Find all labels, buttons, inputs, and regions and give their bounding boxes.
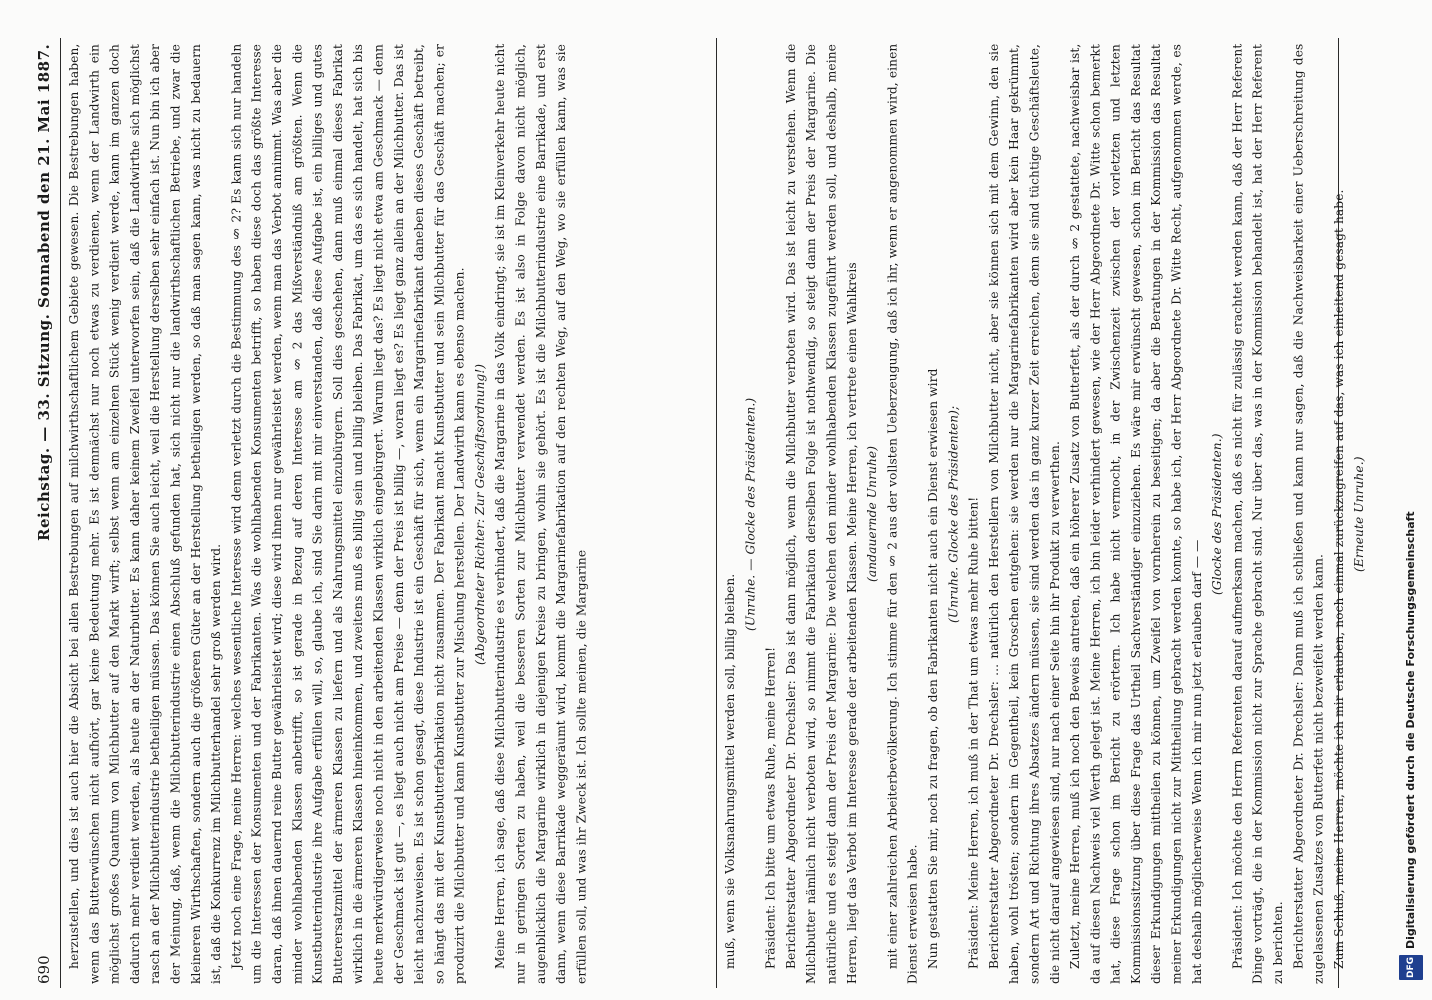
column-divider	[716, 38, 717, 988]
dfg-logo: DFG	[1399, 955, 1423, 980]
paragraph: Präsident: Meine Herren, ich muß in der That um etwas mehr Ruhe bitten!	[966, 497, 981, 970]
paragraph: Berichterstatter Abgeordneter Dr. Drechsler: Dann muß ich schließen und kann nur sagen, daß die Nachweisbarkeit einer Ueberschreitung des zugelassenen Zusatzes von Butterfett nicht bezweifelt werden kann.	[1291, 44, 1326, 984]
page-number: 690	[35, 955, 53, 984]
paragraph: Präsident: Ich möchte den Herrn Referenten darauf aufmerksam machen, daß es nicht für zulässig erachtet werden kann, daß der Herr Referent Dinge vorträgt, die in der Kommission nicht zur Sprache gebracht sind. Nur über das, was in der Kommission behandelt ist, hat der Herr Referent zu berichten.	[1230, 44, 1286, 984]
paragraph: Meine Herren, ich sage, daß diese Milchbutterindustrie es verhindert, daß die Margarine in das Volk eindringt; sie ist im Kleinverkehr heute nicht nur in geringen Sorten zu haben, weil die besseren Sorten zur Milchbutter verwendet werden. Es ist also in Folge davon nicht möglich, augenblicklich die Margarine wirklich in diejenigen Kreise zu bringen, wohin sie gehört. Es ist die Milchbutterindustrie eine Barrikade, und erst dann, wenn diese Barrikade weggeräumt wird, kommt die Margarinefabrikation auf den rechten Weg, auf den Weg, wo sie erfüllen kann, was sie erfüllen soll, und was ihr Zweck ist. Ich sollte meinen, die Margarine	[493, 44, 589, 984]
interjection: (Glocke des Präsidenten.)	[1210, 433, 1225, 595]
paragraph: mit einer zahlreichen Arbeiterbevölkerung. Ich stimme für den § 2 aus der vollsten Ueberzeugung, daß ich ihr, wenn er angenommen wird, einen Dienst erweisen habe.	[885, 44, 920, 984]
paragraph: muß, wenn sie Volksnahrungsmittel werden soll, billig bleiben.	[723, 574, 737, 970]
digitization-notice	[1400, 40, 1422, 980]
digitization-text: Digitalisierung gefördert durch die Deutsche Forschungsgemeinschaft	[1404, 511, 1417, 949]
paragraph: Zuletzt, meine Herren, muß ich noch den Beweis antreten, daß ein höherer Zusatz von Butterfett, als der durch § 2 gestattete, nachweisbar ist, da auf diesen Nachweis viel Werth gelegt ist. Meine Herren, ich bin leider verhindert gewesen, wie der Herr Abgeordnete Dr. Witte schon bemerkt hat, diese Frage schon im Bericht zu erörtern. Ich habe nicht vermocht, in der Zwischenzeit zwischen der vorletzten und letzten Kommissionssitzung über diese Frage das Urtheil Sachverständiger einzuziehen. Es wäre mir erwünscht gewesen, schon im Bericht das Resultat dieser Erkundigungen mittheilen zu können, um Zweifel von vornherein zu beseitigen; da aber die Beratungen in der Kommission das Resultat meiner Erkundigungen nicht zur Mittheilung gebracht werden konnte, so habe ich, der Herr Abgeordnete Dr. Witte Recht, aufgenommen werde, es hat deshalb möglicherweise Wenn ich mir nun jetzt erlauben darf — —	[1068, 44, 1204, 984]
interjection: (Unruhe. Glocke des Präsidenten);	[946, 405, 961, 623]
interjection: (Abgeordneter Richter: Zur Geschäftsordnung!)	[472, 363, 487, 665]
paragraph: Berichterstatter Abgeordneter Dr. Drechsler: Das ist dann möglich, wenn die Milchbutter verboten wird. Das ist leicht zu verstehen. Wenn die Milchbutter nämlich nicht verboten wird, so nimmt die Fabrikation derselben Folge ist nothwendig, so steigt dann der Preis der Margarine. Die natürliche und es steigt dann der Preis der Margarine: Die welchen den minder wohlhabenden Klassen zugeführt werden soll, und deshalb, meine Herren, liegt das Verbot im Interesse gerade der arbeitenden Klassen. Meine Herren, ich vertrete einen Wahlkreis	[783, 44, 859, 984]
interjection: (Erneute Unruhe.)	[1352, 456, 1367, 572]
text-column-left	[64, 44, 714, 984]
interjection: (Unruhe. — Glocke des Präsidenten.)	[743, 397, 758, 631]
paragraph: Präsident: Ich bitte um etwas Ruhe, meine Herren!	[763, 647, 778, 970]
paragraph: Zum Schluß, meine Herren, möchte ich mir erlauben, noch einmal zurückzugreifen auf das, was ich einleitend gesagt habe.	[1331, 189, 1346, 970]
page-title: Reichstag. — 33. Sitzung. Sonnabend den 21. Mai 1887.	[35, 44, 53, 542]
running-header	[30, 44, 58, 984]
text-column-right	[720, 44, 1367, 984]
header-rule	[60, 38, 61, 988]
paragraph: Berichterstatter Abgeordneter Dr. Drechsler: ... natürlich den Herstellern von Milchbutter nicht, aber sie können sich mit dem Gewinn, den sie haben, wohl trösten; sondern im Gegentheil, kein Groschen entgehen: sie werden nur die Margarinefabrikanten wird aber kein Haar gekrümmt, sondern Art und Richtung ihres Absatzes ändern müssen, sie sind werden das in ganz kurzer Zeit erreichen, denn sie sind tüchtige Geschäftsleute, die nicht darauf angewiesen sind, nur nach einer Seite hin ihr Produkt zu verwerthen.	[986, 44, 1062, 984]
paragraph: Nun gestatten Sie mir, noch zu fragen, ob den Fabrikanten nicht auch ein Dienst erwiesen wird	[925, 368, 940, 970]
paragraph: Jetzt noch eine Frage, meine Herren: welches wesentliche Interesse wird denn verletzt durch die Bestimmung des § 2? Es kann sich nur handeln um die Interessen der Konsumenten und der Fabrikanten. Was die wohlhabenden Konsumenten betrifft, so haben diese doch das größte Interesse daran, daß ihnen dauernd reine Butter gewährleistet wird; diese wird ihnen nur gewährleistet werden, wenn man das Verbot annimmt. Was aber die minder wohlhabenden Klassen anbetrifft, so ist gerade in Bezug auf deren Interesse am § 2 das Mißverständniß am größten. Wenn die Kunstbutterindustrie ihre Aufgabe erfüllen will, so, glaube ich, sind Sie darin mit mir einverstanden, daß diese Aufgabe ist, ein billiges und gutes Butterersatzmittel der ärmeren Klassen zu liefern und als Nahrungsmittel einzubürgern. Soll dies geschehen, dann muß einmal dieses Fabrikat wirklich in die ärmeren Klassen hineinkommen, und zweitens muß es billig sein und billig bleiben. Das Fabrikat, um das es sich handelt, hat sich bis heute merkwürdigerweise noch nicht in den arbeitenden Klassen wirklich eingebürgert. Warum liegt das? Es liegt nicht etwa am Geschmack — denn der Geschmack ist gut —, es liegt auch nicht am Preise — denn der Preis ist billig —, woran liegt es? Es liegt ganz allein an der Milchbutter. Das ist leicht nachzuweisen. Es ist schon gesagt, diese Industrie ist ein Geschäft für sich, wenn ein Margarinefabrikant daneben dieses Geschäft betreibt, so hängt das mit der Kunstbutterfabrikation nicht zusammen. Der Fabrikant macht Kunstbutter und sein Milchbutter für das Geschäft machen; er produzirt die Milchbutter und kann Kunstbutter zur Mischung herstellen. Der Landwirth kann es ebenso machen.	[229, 44, 467, 984]
paragraph: herzustellen, und dies ist auch hier die Absicht bei allen Bestrebungen auf milchwirthschaftlichem Gebiete gewesen. Die Bestrebungen haben, wenn das Butterwünschen nicht aufhört, gar keine Bedeutung mehr. Es ist demnächst nur noch etwas zu verdienen, wenn der Landwirth ein möglichst großes Quantum von Milchbutter auf den Markt wirft; selbst wenn am einzelnen Stück wenig verdient werde, kann im ganzen doch dadurch mehr verdient werden, als heute an der Naturbutter. Es kann daher keinem Zweifel unterworfen sein, daß die Landwirthe sich möglichst rasch an der Milchbutterindustrie betheiligen müssen. Das können Sie auch leicht, weil die Herstellung derselben sehr einfach ist. Nun bin ich aber der Meinung, daß, wenn die Milchbutterindustrie einen Abschluß gefunden hat, sich nicht nur die landwirthschaftlichen Betriebe, und zwar die kleineren Wirthschaften, sondern auch die größeren Güter an der Herstellung betheiligen werden, so daß man sagen kann, was nicht zu bedauern ist, daß die Konkurrenz im Milchbutterhandel sehr groß werden wird.	[67, 44, 224, 984]
interjection: (andauernde Unruhe)	[865, 445, 880, 583]
